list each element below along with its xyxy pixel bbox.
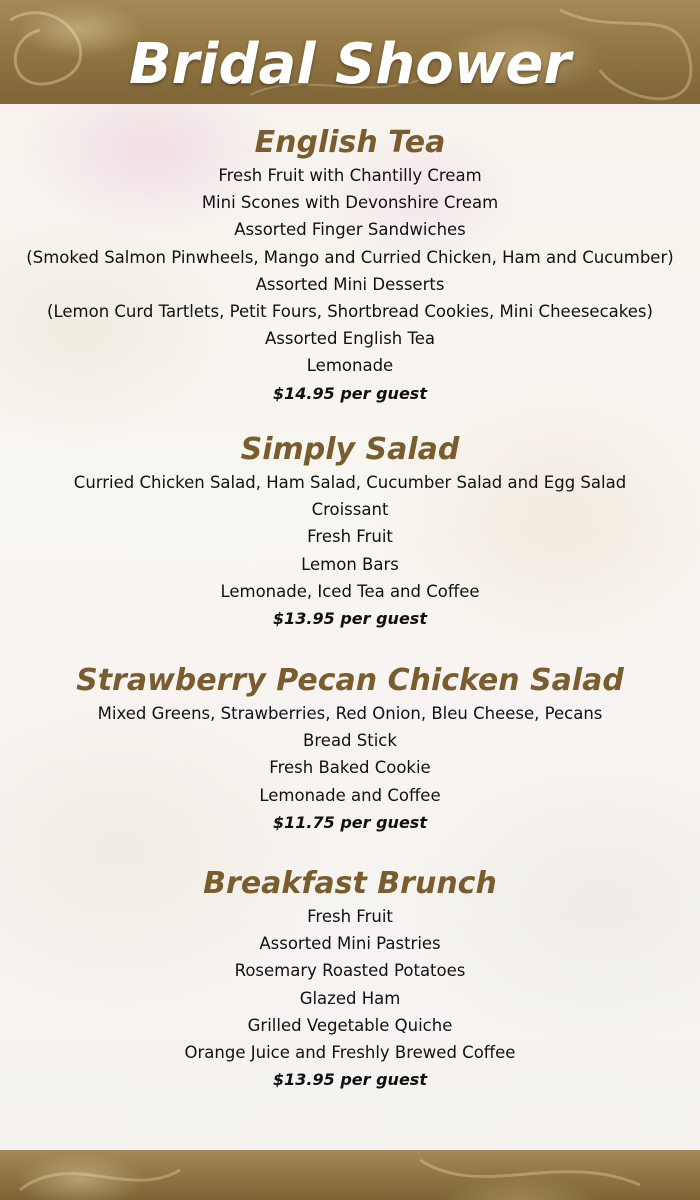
menu-item: Mixed Greens, Strawberries, Red Onion, Bleu Cheese, Pecans bbox=[97, 704, 603, 723]
menu-item: Lemonade bbox=[306, 356, 394, 376]
section-title: Simply Salad bbox=[240, 432, 460, 467]
menu-item: Assorted Mini Desserts bbox=[255, 274, 445, 294]
menu-item: Fresh Fruit bbox=[307, 907, 393, 926]
menu-item: (Lemon Curd Tartlets, Petit Fours, Shortbread Cookies, Mini Cheesecakes) bbox=[47, 302, 653, 322]
menu-item: Glazed Ham bbox=[299, 988, 401, 1008]
section-title: English Tea bbox=[254, 125, 446, 160]
menu-item: Fresh Baked Cookie bbox=[269, 758, 431, 778]
price-per-guest: $13.95 per guest bbox=[273, 609, 427, 629]
menu-item: Fresh Fruit bbox=[307, 527, 393, 547]
footer-swirl-ornament bbox=[0, 1150, 700, 1200]
price-per-guest: $13.95 per guest bbox=[273, 1070, 427, 1090]
menu-item: Assorted Mini Pastries bbox=[259, 934, 441, 954]
menu-item: Assorted English Tea bbox=[264, 329, 436, 349]
page-title: Bridal Shower bbox=[128, 32, 572, 97]
menu-item: Fresh Fruit with Chantilly Cream bbox=[218, 166, 482, 185]
menu-item: Orange Juice and Freshly Brewed Coffee bbox=[184, 1043, 516, 1063]
menu-item: Assorted Finger Sandwiches bbox=[234, 220, 466, 240]
menu-item: Lemon Bars bbox=[301, 554, 399, 574]
menu-item: Lemonade, Iced Tea and Coffee bbox=[220, 581, 480, 601]
menu-item: Bread Stick bbox=[303, 731, 397, 751]
footer-band bbox=[0, 1150, 700, 1200]
price-per-guest: $14.95 per guest bbox=[273, 383, 427, 403]
menu-item: Lemonade and Coffee bbox=[259, 785, 441, 805]
price-per-guest: $11.75 per guest bbox=[273, 812, 427, 832]
menu-item: Grilled Vegetable Quiche bbox=[247, 1015, 453, 1035]
menu-item: (Smoked Salmon Pinwheels, Mango and Curried Chicken, Ham and Cucumber) bbox=[26, 247, 674, 267]
section-title: Breakfast Brunch bbox=[203, 866, 497, 901]
menu-item: Croissant bbox=[311, 500, 389, 520]
menu-item: Curried Chicken Salad, Ham Salad, Cucumber Salad and Egg Salad bbox=[73, 473, 627, 492]
menu-item: Mini Scones with Devonshire Cream bbox=[201, 193, 499, 213]
section-title: Strawberry Pecan Chicken Salad bbox=[76, 663, 624, 698]
menu-section-english-tea bbox=[0, 124, 700, 407]
menu-section-simply-salad bbox=[0, 431, 700, 632]
menu-section-breakfast-brunch bbox=[0, 865, 700, 1093]
menu-section-strawberry-pecan-chicken-salad bbox=[0, 662, 700, 836]
menu-item: Rosemary Roasted Potatoes bbox=[234, 961, 466, 981]
